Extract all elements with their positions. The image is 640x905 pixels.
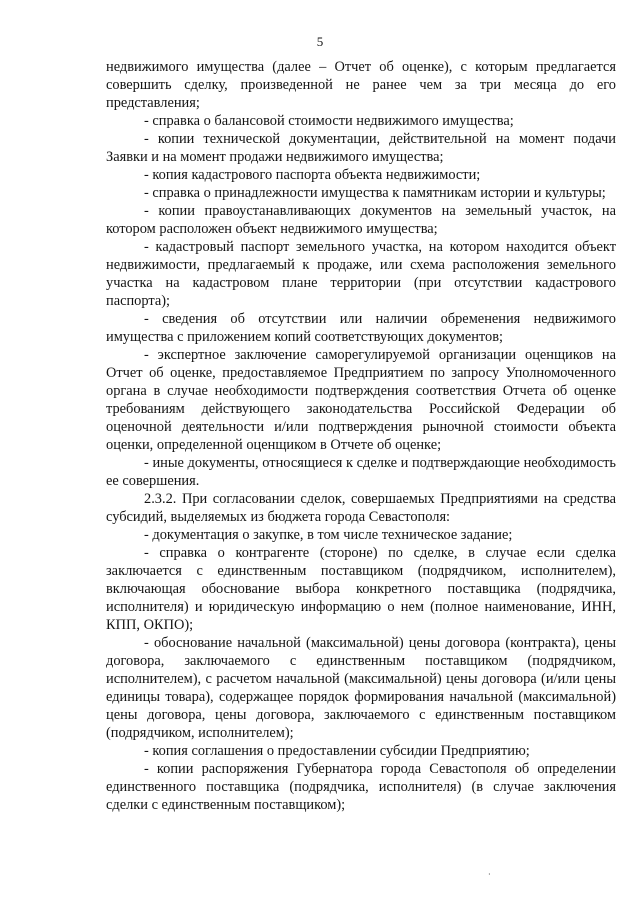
list-item: - справка о принадлежности имущества к памятникам истории и культуры; — [144, 185, 606, 201]
list-item: - обоснование начальной (максимальной) цены договора (контракта), цены договора, заключаемого с единственным поставщиком (подрядчиком, исполнителем), с расчетом начальной (максимальной) цены договора (и/или цены единицы товара), содержащее порядок формирования начальной (максимальной) цены договора, цены договора, заключаемого с единственным поставщиком (подрядчиком, исполнителем); — [106, 635, 616, 741]
list-item: - иные документы, относящиеся к сделке и подтверждающие необходимость ее совершения. — [106, 455, 616, 489]
list-item: - сведения об отсутствии или наличии обременения недвижимого имущества с приложением копий соответствующих документов; — [106, 311, 616, 345]
list-item: - копия соглашения о предоставлении субсидии Предприятию; — [144, 743, 530, 759]
section-paragraph: 2.3.2. При согласовании сделок, совершаемых Предприятиями на средства субсидий, выделяемых из бюджета города Севастополя: — [106, 491, 616, 525]
list-item: - копии технической документации, действительной на момент подачи Заявки и на момент продажи недвижимого имущества; — [106, 131, 616, 165]
list-item: - кадастровый паспорт земельного участка, на котором находится объект недвижимости, предлагаемый к продаже, или схема расположения земельного участка на кадастровом плане территории (при отсутствии кадастрового паспорта); — [106, 239, 616, 309]
list-item: - справка о балансовой стоимости недвижимого имущества; — [144, 113, 514, 129]
page-number: 5 — [316, 34, 324, 49]
scan-speck: · — [488, 870, 491, 879]
list-item: - экспертное заключение саморегулируемой организации оценщиков на Отчет об оценке, предоставляемое Предприятием по запросу Уполномоченного органа в случае необходимости подтверждения соответствия Отчета об оценке требованиям действующего законодательства Российской Федерации об оценочной деятельности и/или подтверждения рыночной стоимости объекта оценки, определенной оценщиком в Отчете об оценке; — [106, 347, 616, 453]
list-item: - копии распоряжения Губернатора города Севастополя об определении единственного поставщика (подрядчика, исполнителя) (в случае заключения сделки с единственным поставщиком); — [106, 761, 616, 813]
paragraph: недвижимого имущества (далее – Отчет об оценке), с которым предлагается совершить сделку, произведенной не ранее чем за три месяца до его представления; — [106, 59, 616, 111]
list-item: - копия кадастрового паспорта объекта недвижимости; — [144, 167, 481, 183]
list-item: - копии правоустанавливающих документов на земельный участок, на котором расположен объект недвижимого имущества; — [106, 203, 616, 237]
list-item: - справка о контрагенте (стороне) по сделке, в случае если сделка заключается с единственным поставщиком (подрядчиком, исполнителем), включающая обоснование выбора конкретного поставщика (подрядчика, исполнителя) и юридическую информацию о нем (полное наименование, ИНН, КПП, ОКПО); — [106, 545, 616, 633]
list-item: - документация о закупке, в том числе техническое задание; — [144, 527, 513, 543]
body-text — [106, 58, 616, 814]
